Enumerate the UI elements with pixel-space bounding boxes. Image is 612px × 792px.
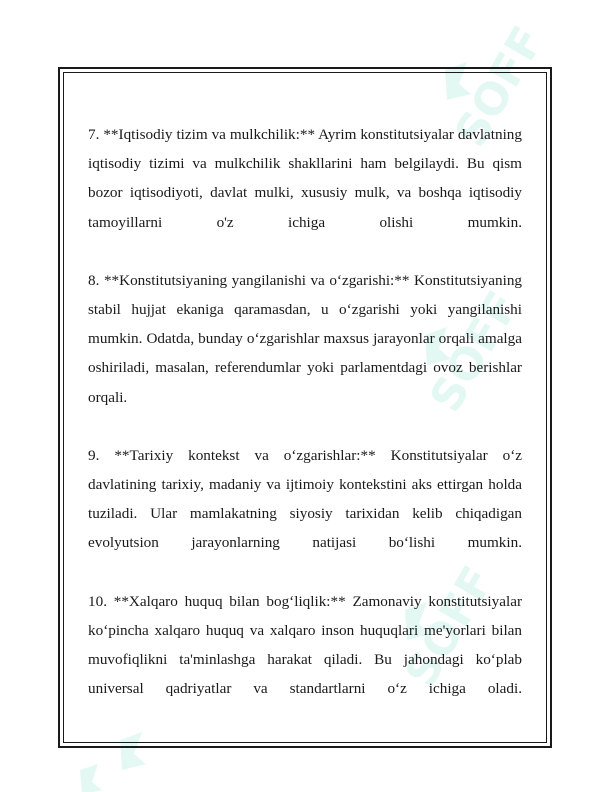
watermark-mark-5 — [80, 764, 102, 792]
paragraph-7 — [88, 120, 522, 237]
paragraph-number: 8. — [88, 271, 100, 289]
document-body — [88, 120, 522, 732]
paragraph-number: 9. — [88, 446, 100, 464]
watermark-text-1: SOFF — [445, 18, 555, 156]
paragraph-text: **Xalqaro huquq bilan bog‘liqlik:** Zamonaviy konstitutsiyalar ko‘pincha xalqaro huquq va xalqaro inson huquqlari me'yorlari bilan muvofiqlikni ta'minlashga harakat qiladi. Bu jahondagi ko‘plab universal qadriyatlar va standartlarni o‘z ichiga oladi. — [88, 592, 522, 698]
paragraph-number: 10. — [88, 592, 107, 610]
paragraph-number: 7. — [88, 126, 100, 143]
paragraph-text: **Iqtisodiy tizim va mulkchilik:** Ayrim konstitutsiyalar davlatning iqtisodiy tizimi va mulkchilik shakllarini ham belgilaydi. Bu qism bozor iqtisodiyoti, davlat mulki, xususiy mulk, va boshqa iqtisodiy tamoyillarni o'z ichiga olishi mumkin. — [88, 126, 522, 231]
watermark-text-3: SOFF — [395, 558, 505, 696]
paragraph-10 — [88, 587, 522, 704]
paragraph-9 — [88, 441, 522, 558]
paragraph-text: **Konstitutsiyaning yangilanishi va o‘zgarishi:** Konstitutsiyaning stabil hujjat ekaniga qaramasdan, u o‘zgarishi yoki yangilanishi mumkin. Odatda, bunday o‘zgarishlar maxsus jarayonlar orqali amalga oshiriladi, masalan, referendumlar yoki parlamentdagi ovoz berishlar orqali. — [88, 271, 523, 406]
paragraph-text: **Tarixiy kontekst va o‘zgarishlar:** Konstitutsiyalar o‘z davlatining tarixiy, madaniy va ijtimoiy kontekstini aks ettirgan holda tuziladi. Ular mamlakatning siyosiy tarixidan kelib chiqadigan evolyutsion jarayonlarning natijasi bo‘lishi mumkin. — [88, 446, 522, 552]
watermark-text-2: SOFF — [420, 283, 530, 421]
paragraph-8 — [88, 266, 522, 412]
